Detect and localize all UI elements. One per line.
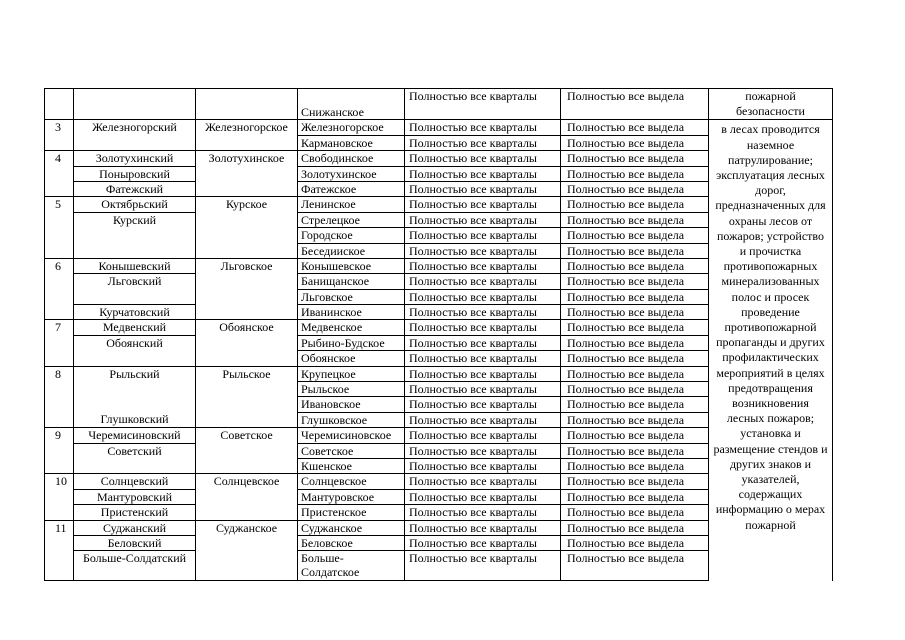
forestry-cell [196,535,298,550]
section-cell: Рыльское [298,382,405,397]
quarters-cell: Полностью все кварталы [405,397,561,412]
quarters-cell: Полностью все кварталы [405,412,561,427]
forestry-cell [196,228,298,243]
allotments-cell: Полностью все выдела [561,135,709,150]
section-cell: Глушковское [298,412,405,427]
allotments-cell: Полностью все выдела [561,489,709,504]
quarters-cell: Полностью все кварталы [405,89,561,120]
quarters-cell: Полностью все кварталы [405,382,561,397]
quarters-cell: Полностью все кварталы [405,443,561,458]
row-number-cell [45,382,74,397]
row-number-cell: 5 [45,197,74,212]
allotments-cell: Полностью все выдела [561,459,709,474]
district-cell: Больше-Солдатский [74,551,196,581]
row-number-cell [45,397,74,412]
allotments-cell: Полностью все выдела [561,289,709,304]
district-cell [74,382,196,397]
district-cell: Курский [74,212,196,227]
forestry-cell [196,397,298,412]
district-cell: Фатежский [74,181,196,196]
section-cell: Обоянское [298,351,405,366]
quarters-cell: Полностью все кварталы [405,489,561,504]
section-cell: Железногорское [298,120,405,135]
district-cell: Курчатовский [74,305,196,320]
district-cell: Глушковский [74,412,196,427]
row-number-cell [45,443,74,458]
section-cell: Черемисиновское [298,428,405,443]
district-cell: Солнцевский [74,474,196,489]
district-cell: Золотухинский [74,151,196,166]
district-cell [74,228,196,243]
row-number-cell: 8 [45,366,74,381]
quarters-cell: Полностью все кварталы [405,135,561,150]
allotments-cell: Полностью все выдела [561,151,709,166]
district-cell: Октябрьский [74,197,196,212]
quarters-cell: Полностью все кварталы [405,274,561,289]
quarters-cell: Полностью все кварталы [405,428,561,443]
district-cell: Советский [74,443,196,458]
allotments-cell: Полностью все выдела [561,258,709,273]
quarters-cell: Полностью все кварталы [405,289,561,304]
forestry-cell [196,212,298,227]
allotments-cell: Полностью все выдела [561,274,709,289]
section-cell: Снижанское [298,89,405,120]
allotments-cell: Полностью все выдела [561,89,709,120]
quarters-cell: Полностью все кварталы [405,120,561,135]
district-cell: Беловский [74,535,196,550]
district-cell: Льговский [74,274,196,289]
district-cell [74,289,196,304]
district-cell: Мантуровский [74,489,196,504]
section-cell: Больше-Солдатское [298,551,405,581]
section-cell: Льговское [298,289,405,304]
section-cell: Суджанское [298,520,405,535]
row-number-cell [45,505,74,520]
quarters-cell: Полностью все кварталы [405,243,561,258]
forestry-cell: Суджанское [196,520,298,535]
allotments-cell: Полностью все выдела [561,428,709,443]
row-number-cell [45,351,74,366]
row-number-cell [45,551,74,581]
section-cell: Ивановское [298,397,405,412]
allotments-cell: Полностью все выдела [561,243,709,258]
row-number-cell: 6 [45,258,74,273]
allotments-cell: Полностью все выдела [561,412,709,427]
row-number-cell [45,289,74,304]
section-cell: Беседииское [298,243,405,258]
forestry-cell [196,551,298,581]
fire-safety-measures-header-cell: пожарной безопасности [709,89,833,120]
forestry-cell: Солнцевское [196,474,298,489]
district-cell [74,135,196,150]
row-number-cell: 10 [45,474,74,489]
section-cell: Кармановское [298,135,405,150]
district-cell [74,459,196,474]
row-number-cell [45,412,74,427]
quarters-cell: Полностью все кварталы [405,305,561,320]
allotments-cell: Полностью все выдела [561,382,709,397]
allotments-cell: Полностью все выдела [561,120,709,135]
forestry-cell: Золотухинское [196,151,298,166]
row-number-cell [45,181,74,196]
quarters-cell: Полностью все кварталы [405,151,561,166]
forestry-cell [196,181,298,196]
allotments-cell: Полностью все выдела [561,535,709,550]
district-cell: Пристенский [74,505,196,520]
table-row [45,120,833,135]
section-cell: Ленинское [298,197,405,212]
district-cell: Железногорский [74,120,196,135]
allotments-cell: Полностью все выдела [561,197,709,212]
row-number-cell [45,89,74,120]
district-cell: Обоянский [74,335,196,350]
quarters-cell: Полностью все кварталы [405,551,561,581]
section-cell: Рыбино-Будское [298,335,405,350]
forestry-cell [196,166,298,181]
quarters-cell: Полностью все кварталы [405,335,561,350]
section-cell: Медвенское [298,320,405,335]
row-number-cell [45,135,74,150]
quarters-cell: Полностью все кварталы [405,366,561,381]
allotments-cell: Полностью все выдела [561,443,709,458]
allotments-cell: Полностью все выдела [561,181,709,196]
quarters-cell: Полностью все кварталы [405,228,561,243]
forestry-cell [196,351,298,366]
section-cell: Солнцевское [298,474,405,489]
forestry-cell [196,289,298,304]
quarters-cell: Полностью все кварталы [405,535,561,550]
table-row [45,89,833,120]
section-cell: Кшенское [298,459,405,474]
district-cell: Суджанский [74,520,196,535]
allotments-cell: Полностью все выдела [561,397,709,412]
district-cell [74,243,196,258]
quarters-cell: Полностью все кварталы [405,166,561,181]
row-number-cell: 9 [45,428,74,443]
row-number-cell [45,459,74,474]
forestry-cell [196,412,298,427]
row-number-cell [45,535,74,550]
quarters-cell: Полностью все кварталы [405,212,561,227]
row-number-cell: 3 [45,120,74,135]
allotments-cell: Полностью все выдела [561,335,709,350]
allotments-cell: Полностью все выдела [561,351,709,366]
allotments-cell: Полностью все выдела [561,474,709,489]
forestry-cell [196,305,298,320]
row-number-cell [45,274,74,289]
forestry-cell [196,335,298,350]
row-number-cell [45,489,74,504]
quarters-cell: Полностью все кварталы [405,320,561,335]
forestry-cell: Рыльское [196,366,298,381]
forestry-cell [196,135,298,150]
forestry-cell [196,443,298,458]
forestry-cell [196,459,298,474]
forestry-cell [196,505,298,520]
district-cell: Черемисиновский [74,428,196,443]
forestry-cell: Обоянское [196,320,298,335]
forestry-cell [196,489,298,504]
quarters-cell: Полностью все кварталы [405,520,561,535]
row-number-cell: 4 [45,151,74,166]
row-number-cell [45,228,74,243]
district-cell [74,397,196,412]
quarters-cell: Полностью все кварталы [405,459,561,474]
district-cell [74,351,196,366]
allotments-cell: Полностью все выдела [561,305,709,320]
row-number-cell [45,335,74,350]
section-cell: Беловское [298,535,405,550]
forestry-cell [196,243,298,258]
forestry-cell: Курское [196,197,298,212]
fire-safety-measures-cell: в лесах проводится наземное патрулирование; эксплуатация лесных дорог, предназначенных для охраны лесов от пожаров; устройство и прочистка противопожарных минерализованных полос и просек проведение противопожарной пропаганды и других профилактических мероприятий в целях предотвращения возникновения лесных пожаров; установка и размещение стендов и других знаков и указателей, содержащих информацию о мерах пожарной [709,120,833,581]
quarters-cell: Полностью все кварталы [405,474,561,489]
section-cell: Крупецкое [298,366,405,381]
section-cell: Свободинское [298,151,405,166]
quarters-cell: Полностью все кварталы [405,258,561,273]
row-number-cell [45,243,74,258]
allotments-cell: Полностью все выдела [561,320,709,335]
section-cell: Иванинское [298,305,405,320]
forest-fire-measures-table [44,88,833,581]
row-number-cell [45,212,74,227]
section-cell: Конышевское [298,258,405,273]
district-cell [74,89,196,120]
allotments-cell: Полностью все выдела [561,505,709,520]
allotments-cell: Полностью все выдела [561,166,709,181]
forestry-cell [196,382,298,397]
allotments-cell: Полностью все выдела [561,551,709,581]
row-number-cell [45,166,74,181]
section-cell: Золотухинское [298,166,405,181]
section-cell: Стрелецкое [298,212,405,227]
district-cell: Рыльский [74,366,196,381]
table-body [45,89,833,581]
section-cell: Пристенское [298,505,405,520]
forestry-cell [196,274,298,289]
row-number-cell [45,305,74,320]
forestry-cell: Льговское [196,258,298,273]
section-cell: Мантуровское [298,489,405,504]
forestry-cell [196,89,298,120]
district-cell: Конышевский [74,258,196,273]
allotments-cell: Полностью все выдела [561,212,709,227]
quarters-cell: Полностью все кварталы [405,197,561,212]
section-cell: Банищанское [298,274,405,289]
allotments-cell: Полностью все выдела [561,228,709,243]
section-cell: Городское [298,228,405,243]
allotments-cell: Полностью все выдела [561,366,709,381]
quarters-cell: Полностью все кварталы [405,505,561,520]
allotments-cell: Полностью все выдела [561,520,709,535]
row-number-cell: 11 [45,520,74,535]
section-cell: Фатежское [298,181,405,196]
quarters-cell: Полностью все кварталы [405,181,561,196]
quarters-cell: Полностью все кварталы [405,351,561,366]
section-cell: Советское [298,443,405,458]
row-number-cell: 7 [45,320,74,335]
forestry-cell: Железногорское [196,120,298,135]
district-cell: Поныровский [74,166,196,181]
forestry-cell: Советское [196,428,298,443]
district-cell: Медвенский [74,320,196,335]
